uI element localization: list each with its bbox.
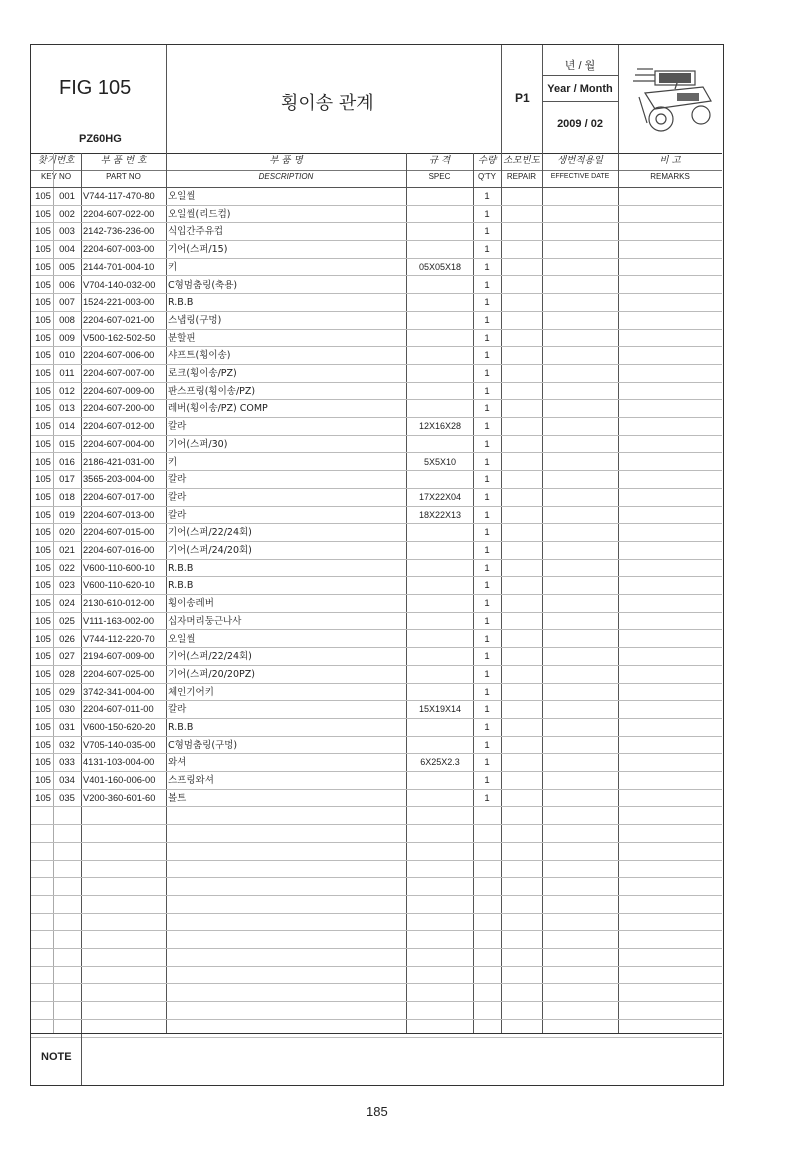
- part-no-cell: 2204-607-012-00: [83, 421, 155, 432]
- qty-cell: 1: [484, 438, 490, 450]
- table-row: [31, 985, 722, 1003]
- key-cell: 003: [59, 226, 75, 238]
- part-no-cell: V401-160-006-00: [83, 775, 156, 786]
- description-cell: 십자머리둥근나사: [168, 615, 242, 627]
- key-cell: 007: [59, 297, 75, 309]
- qty-cell: 1: [484, 261, 490, 273]
- part-no-cell: 2204-607-011-00: [83, 704, 154, 715]
- parts-sheet: [30, 44, 724, 1086]
- qty-cell: 1: [484, 244, 490, 256]
- part-no-cell: V600-150-620-20: [83, 722, 156, 732]
- fig-cell: 105: [35, 545, 51, 556]
- fig-cell: 105: [35, 368, 51, 379]
- page-number: 185: [366, 1104, 388, 1119]
- key-cell: 021: [59, 545, 75, 556]
- qty-cell: 1: [484, 580, 490, 592]
- part-no-cell: 4131-103-004-00: [83, 757, 155, 768]
- description-cell: R.B.B: [168, 562, 194, 574]
- part-no-cell: V704-140-032-00: [83, 279, 156, 290]
- description-cell: 오일씰: [168, 633, 196, 645]
- key-cell: 017: [59, 474, 75, 486]
- table-row: [31, 277, 722, 295]
- description-cell: 칼라: [168, 421, 187, 433]
- table-row: [31, 808, 722, 826]
- part-no-cell: V500-162-502-50: [83, 332, 156, 343]
- table-row: [31, 666, 722, 684]
- year-month-ko: 년 / 월: [564, 60, 596, 72]
- fig-cell: 105: [35, 474, 51, 486]
- qty-cell: 1: [484, 633, 490, 645]
- fig-cell: 105: [35, 332, 51, 344]
- table-row: [31, 365, 722, 383]
- key-cell: 018: [59, 491, 75, 503]
- col-part: 부 품 번 호 PART NO: [100, 155, 147, 181]
- description-cell: 횡이송레버: [168, 598, 214, 610]
- qty-cell: 1: [484, 456, 490, 468]
- part-no-cell: 2204-607-017-00: [83, 491, 155, 502]
- part-no-cell: V111-163-002-00: [83, 615, 154, 626]
- qty-cell: 1: [484, 509, 490, 521]
- fig-cell: 105: [35, 297, 51, 309]
- table-row: [31, 1002, 722, 1020]
- key-cell: 030: [59, 704, 75, 716]
- key-cell: 013: [59, 403, 75, 415]
- key-cell: 032: [59, 739, 75, 751]
- part-no-cell: 2204-607-007-00: [83, 368, 155, 378]
- table-row: [31, 648, 722, 666]
- spec-cell: 5X5X10: [423, 456, 457, 467]
- spec-cell: 6X25X2.3: [420, 757, 460, 768]
- part-no-cell: 2204-607-003-00: [83, 244, 155, 255]
- table-row: [31, 825, 722, 843]
- fig-cell: 105: [35, 686, 51, 698]
- key-cell: 004: [59, 244, 75, 256]
- qty-cell: 1: [484, 686, 490, 698]
- table-row: [31, 967, 722, 985]
- part-no-cell: 2194-607-009-00: [83, 651, 155, 662]
- qty-cell: 1: [484, 491, 490, 503]
- page-code: P1: [515, 91, 530, 105]
- qty-cell: 1: [484, 368, 490, 379]
- key-cell: 024: [59, 598, 75, 610]
- qty-cell: 1: [484, 739, 490, 751]
- qty-cell: 1: [484, 775, 490, 787]
- fig-cell: 105: [35, 421, 51, 433]
- part-no-cell: 1524-221-003-00: [83, 297, 155, 308]
- note-label: NOTE: [41, 1051, 72, 1063]
- description-cell: 기어(스퍼/20/20PZ): [168, 668, 255, 680]
- fig-cell: 105: [35, 279, 51, 291]
- table-row: [31, 861, 722, 879]
- fig-cell: 105: [35, 208, 51, 220]
- fig-cell: 105: [35, 191, 51, 202]
- col-remarks: 비 고 REMARKS: [650, 155, 690, 181]
- key-cell: 023: [59, 580, 75, 592]
- table-row: [31, 188, 722, 206]
- key-cell: 005: [59, 261, 75, 273]
- fig-cell: 105: [35, 668, 51, 680]
- description-cell: 로크(횡이송/PZ): [168, 368, 237, 379]
- sheet-header: [31, 45, 722, 154]
- qty-cell: 1: [484, 527, 490, 539]
- spec-cell: 15X19X14: [418, 704, 462, 715]
- table-row: [31, 595, 722, 613]
- fig-cell: 105: [35, 385, 51, 397]
- table-row: [31, 400, 722, 418]
- key-cell: 002: [59, 208, 75, 220]
- key-cell: 026: [59, 633, 75, 645]
- description-cell: 기어(스퍼/30): [168, 438, 228, 450]
- spec-cell: 18X22X13: [418, 509, 462, 520]
- year-month-en: Year / Month: [547, 83, 613, 95]
- description-cell: 칼라: [168, 704, 187, 716]
- fig-cell: 105: [35, 261, 51, 273]
- qty-cell: 1: [484, 332, 490, 344]
- table-row: [31, 949, 722, 967]
- part-no-cell: 2204-607-021-00: [83, 314, 155, 325]
- description-cell: 기어(스퍼/24/20회): [168, 545, 252, 556]
- fig-cell: 105: [35, 651, 51, 663]
- key-cell: 012: [59, 385, 75, 397]
- fig-cell: 105: [35, 244, 51, 256]
- description-cell: C형멈춤링(구멍): [168, 739, 238, 751]
- note-section: [31, 1033, 722, 1085]
- description-cell: 칼라: [168, 509, 187, 521]
- part-no-cell: 2130-610-012-00: [83, 598, 155, 609]
- qty-cell: 1: [484, 598, 490, 610]
- part-no-cell: 2204-607-025-00: [83, 668, 155, 679]
- description-cell: 기어(스퍼/15): [168, 244, 228, 256]
- part-no-cell: 3565-203-004-00: [83, 474, 155, 485]
- part-no-cell: V200-360-601-60: [83, 792, 156, 803]
- qty-cell: 1: [484, 208, 490, 220]
- part-no-cell: 3742-341-004-00: [83, 686, 155, 697]
- table-row: [31, 223, 722, 241]
- qty-cell: 1: [484, 757, 490, 769]
- table-row: [31, 737, 722, 755]
- table-row: [31, 489, 722, 507]
- fig-cell: 105: [35, 509, 51, 521]
- model-name: PZ60HG: [79, 133, 122, 145]
- fig-cell: 105: [35, 350, 51, 362]
- part-no-cell: 2204-607-022-00: [83, 208, 155, 219]
- description-cell: 분할핀: [168, 332, 196, 344]
- description-cell: 오일씰: [168, 191, 196, 202]
- description-cell: 키: [168, 456, 178, 468]
- description-cell: 스프링와셔: [168, 775, 214, 787]
- part-no-cell: 2204-607-006-00: [83, 350, 155, 361]
- description-cell: 스냅링(구멍): [168, 314, 222, 326]
- fig-cell: 105: [35, 633, 51, 645]
- description-cell: R.B.B: [168, 580, 194, 592]
- spec-cell: 17X22X04: [418, 491, 462, 502]
- col-repair: 소모빈도 REPAIR: [503, 155, 540, 181]
- key-cell: 031: [59, 722, 75, 733]
- key-cell: 020: [59, 527, 75, 539]
- table-row: [31, 454, 722, 472]
- col-desc: 부 품 명 DESCRIPTION: [258, 155, 314, 181]
- description-cell: 칼라: [168, 491, 187, 503]
- key-cell: 008: [59, 314, 75, 326]
- qty-cell: 1: [484, 474, 490, 486]
- description-cell: 레버(횡이송/PZ) COMP: [168, 403, 268, 415]
- key-cell: 022: [59, 562, 75, 574]
- key-cell: 029: [59, 686, 75, 698]
- description-cell: 기어(스퍼/22/24회): [168, 651, 252, 663]
- table-row: [31, 312, 722, 330]
- table-row: [31, 206, 722, 224]
- table-row: [31, 542, 722, 560]
- key-cell: 011: [59, 368, 75, 379]
- table-row: [31, 507, 722, 525]
- table-row: [31, 294, 722, 312]
- key-cell: 019: [59, 509, 75, 521]
- fig-cell: 105: [35, 615, 51, 627]
- qty-cell: 1: [484, 191, 490, 202]
- table-row: [31, 790, 722, 808]
- part-no-cell: 2186-421-031-00: [83, 456, 155, 467]
- key-cell: 034: [59, 775, 75, 787]
- key-cell: 025: [59, 615, 75, 627]
- table-row: [31, 524, 722, 542]
- fig-cell: 105: [35, 722, 51, 733]
- fig-cell: 105: [35, 792, 51, 804]
- key-cell: 009: [59, 332, 75, 344]
- table-row: [31, 471, 722, 489]
- fig-cell: 105: [35, 757, 51, 769]
- col-key: 찾기번호 KEY NO: [37, 155, 75, 181]
- fig-cell: 105: [35, 438, 51, 450]
- key-cell: 015: [59, 438, 75, 450]
- table-row: [31, 772, 722, 790]
- table-row: [31, 631, 722, 649]
- qty-cell: 1: [484, 279, 490, 291]
- qty-cell: 1: [484, 350, 490, 362]
- qty-cell: 1: [484, 403, 490, 415]
- rice-transplanter-illustration: [625, 53, 717, 143]
- qty-cell: 1: [484, 722, 490, 733]
- fig-number: FIG 105: [59, 77, 132, 99]
- key-cell: 006: [59, 279, 75, 291]
- table-row: [31, 843, 722, 861]
- qty-cell: 1: [484, 545, 490, 556]
- description-cell: C형멈춤링(축용): [168, 279, 238, 291]
- part-no-cell: V744-117-470-80: [83, 191, 155, 201]
- description-cell: 식입간주유컵: [168, 226, 224, 238]
- table-row: [31, 896, 722, 914]
- col-effective-date: 생번적용일 EFFECTIVE DATE: [550, 155, 610, 180]
- part-no-cell: 2204-607-013-00: [83, 509, 155, 520]
- description-cell: R.B.B: [168, 722, 194, 733]
- key-cell: 035: [59, 792, 75, 804]
- parts-table-body: [31, 187, 722, 1036]
- table-row: [31, 878, 722, 896]
- fig-cell: 105: [35, 580, 51, 592]
- key-cell: 016: [59, 456, 75, 468]
- key-cell: 001: [59, 191, 75, 202]
- part-no-cell: 2204-607-015-00: [83, 527, 155, 538]
- qty-cell: 1: [484, 421, 490, 433]
- table-row: [31, 754, 722, 772]
- fig-cell: 105: [35, 704, 51, 716]
- part-no-cell: 2204-607-016-00: [83, 545, 155, 555]
- qty-cell: 1: [484, 651, 490, 663]
- table-row: [31, 330, 722, 348]
- description-cell: 오일씰(리드컴): [168, 208, 231, 220]
- part-no-cell: 2144-701-004-10: [83, 261, 155, 272]
- table-row: [31, 241, 722, 259]
- fig-cell: 105: [35, 403, 51, 415]
- description-cell: 볼트: [168, 792, 187, 804]
- description-cell: 칼라: [168, 474, 187, 486]
- table-row: [31, 914, 722, 932]
- section-title: 횡이송 관계: [281, 93, 374, 114]
- part-no-cell: V744-112-220-70: [83, 633, 155, 644]
- description-cell: R.B.B: [168, 297, 194, 309]
- qty-cell: 1: [484, 314, 490, 326]
- part-no-cell: V705-140-035-00: [83, 739, 156, 750]
- part-no-cell: 2204-607-200-00: [83, 403, 155, 414]
- table-row: [31, 383, 722, 401]
- description-cell: 기어(스퍼/22/24회): [168, 527, 252, 539]
- table-row: [31, 701, 722, 719]
- description-cell: 키: [168, 261, 178, 273]
- key-cell: 014: [59, 421, 75, 433]
- qty-cell: 1: [484, 615, 490, 627]
- table-row: [31, 418, 722, 436]
- key-cell: 033: [59, 757, 75, 769]
- table-row: [31, 560, 722, 578]
- fig-cell: 105: [35, 598, 51, 610]
- description-cell: 판스프링(횡이송/PZ): [168, 385, 256, 397]
- fig-cell: 105: [35, 314, 51, 326]
- fig-cell: 105: [35, 456, 51, 468]
- key-cell: 028: [59, 668, 75, 680]
- col-spec: 규 격 SPEC: [428, 155, 451, 181]
- qty-cell: 1: [484, 385, 490, 397]
- table-row: [31, 719, 722, 737]
- qty-cell: 1: [484, 704, 490, 716]
- description-cell: 체인기어키: [168, 686, 214, 698]
- part-no-cell: 2142-736-236-00: [83, 226, 155, 237]
- fig-cell: 105: [35, 739, 51, 751]
- table-row: [31, 259, 722, 277]
- part-no-cell: V600-110-620-10: [83, 580, 155, 591]
- table-row: [31, 613, 722, 631]
- qty-cell: 1: [484, 562, 490, 574]
- qty-cell: 1: [484, 792, 490, 804]
- table-row: [31, 347, 722, 365]
- spec-cell: 05X05X18: [418, 261, 462, 272]
- description-cell: 샤프트(횡이송): [168, 350, 231, 362]
- key-cell: 027: [59, 651, 75, 663]
- table-row: [31, 931, 722, 949]
- description-cell: 와셔: [168, 757, 187, 769]
- part-no-cell: V600-110-600-10: [83, 562, 155, 573]
- fig-cell: 105: [35, 775, 51, 787]
- part-no-cell: 2204-607-004-00: [83, 438, 155, 449]
- qty-cell: 1: [484, 226, 490, 238]
- fig-cell: 105: [35, 527, 51, 539]
- revision-date: 2009 / 02: [557, 118, 603, 130]
- qty-cell: 1: [484, 297, 490, 309]
- spec-cell: 12X16X28: [418, 421, 462, 432]
- table-row: [31, 577, 722, 595]
- col-qty: 수량 Q'TY: [477, 155, 497, 181]
- fig-cell: 105: [35, 226, 51, 238]
- part-no-cell: 2204-607-009-00: [83, 385, 155, 396]
- table-row: [31, 684, 722, 702]
- fig-cell: 105: [35, 491, 51, 503]
- table-row: [31, 436, 722, 454]
- qty-cell: 1: [484, 668, 490, 680]
- key-cell: 010: [59, 350, 75, 362]
- fig-cell: 105: [35, 562, 51, 574]
